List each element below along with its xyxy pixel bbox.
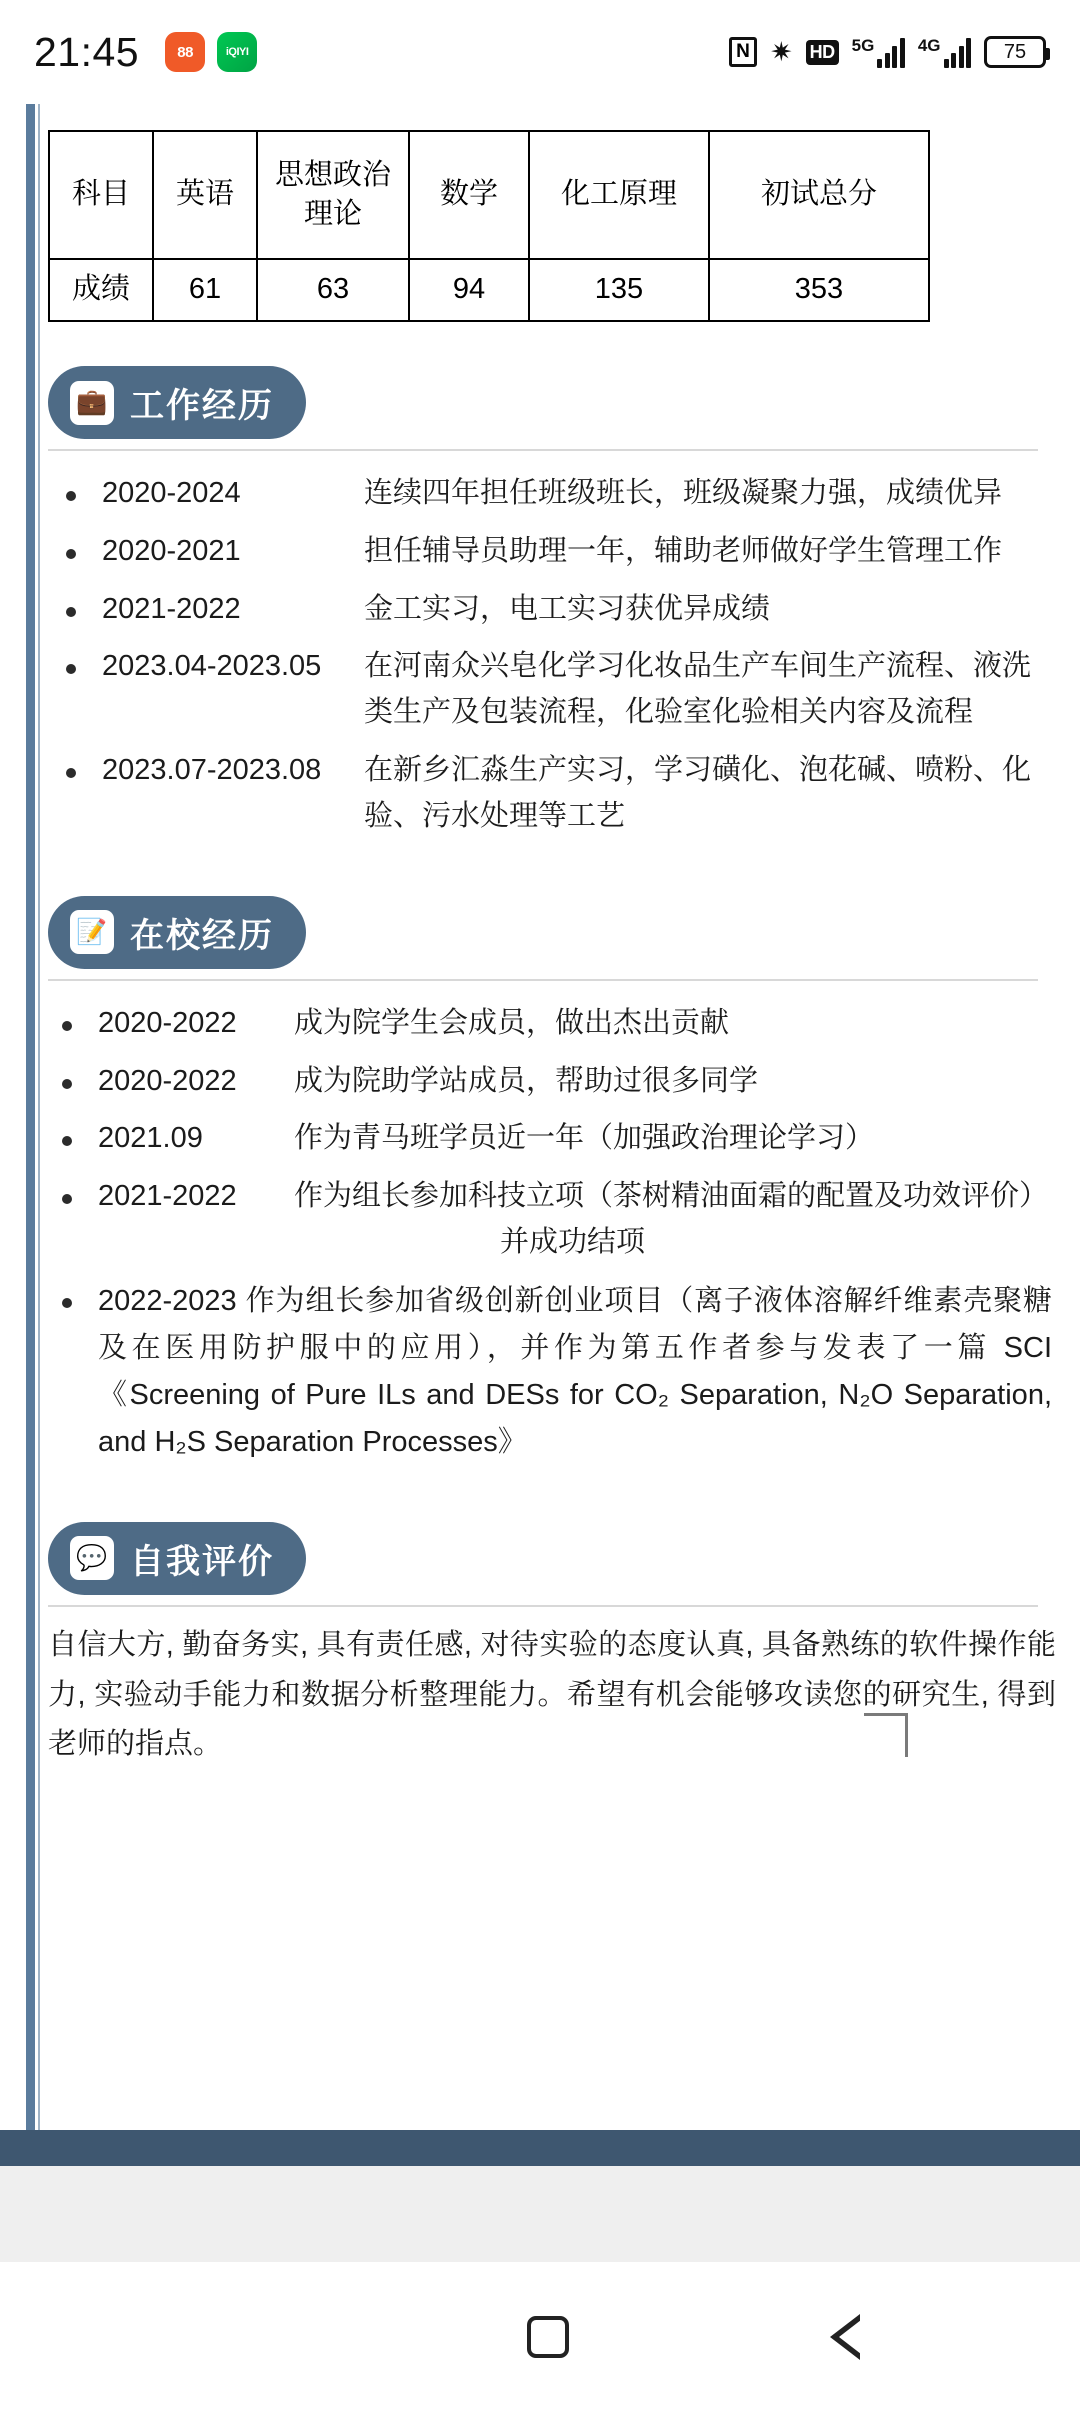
list-item xyxy=(48,644,1058,736)
item-text: 在河南众兴皂化学习化妆品生产车间生产流程、液洗类生产及包装流程，化验室化验相关内容及流程 xyxy=(364,650,1032,729)
home-icon[interactable] xyxy=(527,2316,569,2358)
item-date: 2021-2022 xyxy=(98,1180,237,1213)
section-divider xyxy=(48,449,1038,451)
comment-icon: 💬 xyxy=(70,1536,114,1580)
page-left-accent-bar xyxy=(26,104,35,2130)
nfc-icon: N xyxy=(729,37,757,67)
item-date: 2021.09 xyxy=(98,1122,203,1155)
item-date: 2022-2023 xyxy=(98,1284,237,1317)
item-text: 作为青马班学员近一年（加强政治理论学习） xyxy=(294,1122,875,1155)
app-icon-iqiyi: iQIYI xyxy=(217,32,257,72)
section-title-work: 工作经历 xyxy=(130,387,274,425)
list-item xyxy=(48,529,1058,575)
list-item xyxy=(48,748,1058,840)
app-bottom-gap xyxy=(0,2166,1080,2262)
document-content xyxy=(42,104,1080,2130)
system-navigation-bar xyxy=(0,2262,1080,2412)
self-evaluation-text: 自信大方, 勤奋务实, 具有责任感, 对待实验的态度认真, 具备熟练的软件操作能力, 实验动手能力和数据分析整理能力。希望有机会能够攻读您的研究生, 得到老师的指点。 xyxy=(48,1628,1056,1761)
page-left-thin-line xyxy=(38,104,40,2130)
bullet-icon xyxy=(66,607,76,617)
table-header-cell: 思想政治理论 xyxy=(257,131,409,259)
list-item xyxy=(48,1116,1058,1162)
bullet-icon xyxy=(66,768,76,778)
table-header-cell: 科目 xyxy=(49,131,153,259)
bullet-icon xyxy=(62,1298,72,1308)
bullet-icon xyxy=(62,1021,72,1031)
status-right-icons xyxy=(729,36,1046,68)
item-date: 2023.04-2023.05 xyxy=(102,650,322,683)
list-item xyxy=(48,1174,1058,1266)
item-text: 连续四年担任班级班长，班级凝聚力强，成绩优异 xyxy=(364,477,1003,509)
table-cell: 63 xyxy=(257,259,409,321)
item-text-continued: 并成功结项 xyxy=(500,1225,646,1258)
list-item xyxy=(48,587,1058,633)
section-header-work xyxy=(48,366,306,439)
table-row xyxy=(49,259,929,321)
table-cell: 353 xyxy=(709,259,929,321)
status-time: 21:45 xyxy=(34,28,140,75)
list-item xyxy=(48,1059,1058,1105)
table-cell: 61 xyxy=(153,259,257,321)
bullet-icon xyxy=(62,1136,72,1146)
item-text: 在新乡汇淼生产实习，学习磺化、泡花碱、喷粉、化验、污水处理等工艺 xyxy=(364,754,1032,832)
bullet-icon xyxy=(66,491,76,501)
signal-4g xyxy=(918,37,971,68)
briefcase-icon: 💼 xyxy=(70,381,114,425)
table-row xyxy=(49,131,929,259)
score-table xyxy=(48,130,930,322)
item-text: 成为院学生会成员，做出杰出贡献 xyxy=(294,1006,730,1039)
item-long-text xyxy=(98,1278,1058,1466)
section-divider xyxy=(48,979,1038,981)
bullet-icon xyxy=(62,1079,72,1089)
section-title-evaluation: 自我评价 xyxy=(130,1542,274,1581)
edit-note-icon: 📝 xyxy=(70,910,114,954)
table-header-cell: 化工原理 xyxy=(529,131,709,259)
signal-4g-label: 4G xyxy=(917,35,941,55)
menu-icon[interactable] xyxy=(220,2327,266,2347)
section-header-school xyxy=(48,896,306,969)
item-text-block xyxy=(294,1174,1058,1266)
table-cell: 135 xyxy=(529,259,709,321)
bullet-icon xyxy=(62,1194,72,1204)
item-date: 2020-2024 xyxy=(102,477,241,509)
hd-icon: HD xyxy=(806,40,839,65)
item-text: 金工实习，电工实习获优异成绩 xyxy=(364,592,771,625)
item-date: 2021-2022 xyxy=(102,592,241,625)
table-cell: 94 xyxy=(409,259,529,321)
status-app-icons xyxy=(165,32,257,72)
item-text: 成为院助学站成员，帮助过很多同学 xyxy=(294,1064,759,1097)
app-icon-orange: 88 xyxy=(165,32,205,72)
signal-4g-bars xyxy=(944,38,972,68)
item-text: 作为组长参加科技立项（茶树精油面霜的配置及功效评价） xyxy=(294,1180,1049,1213)
table-row-label: 成绩 xyxy=(49,259,153,321)
item-date: 2020-2022 xyxy=(98,1064,237,1097)
item-date: 2020-2022 xyxy=(98,1006,237,1039)
list-item xyxy=(48,1001,1058,1047)
list-item xyxy=(48,1278,1058,1466)
bullet-icon xyxy=(66,549,76,559)
item-text: 担任辅导员助理一年，辅助老师做好学生管理工作 xyxy=(364,534,1003,567)
signal-5g-label: 5G xyxy=(851,35,875,55)
item-date: 2023.07-2023.08 xyxy=(102,754,322,787)
table-header-cell: 数学 xyxy=(409,131,529,259)
signal-5g xyxy=(852,37,905,68)
section-header-evaluation xyxy=(48,1522,306,1595)
item-text: 作为组长参加省级创新创业项目（离子液体溶解纤维素壳聚糖及在医用防护服中的应用），并作为第五作者参与发表了一篇 SCI 《Screening of Pure ILs and DESs for CO₂ Separation, N₂O Separation, and H₂S Separation Processes》 xyxy=(98,1284,1052,1458)
bullet-icon xyxy=(66,664,76,674)
item-date: 2020-2021 xyxy=(102,534,241,567)
work-experience-list xyxy=(48,471,1058,840)
table-header-cell: 英语 xyxy=(153,131,257,259)
school-experience-list xyxy=(48,1001,1058,1466)
back-icon[interactable] xyxy=(830,2314,860,2360)
section-title-school: 在校经历 xyxy=(130,916,274,955)
document-viewport[interactable] xyxy=(0,104,1080,2130)
document-footer-bar xyxy=(0,2130,1080,2166)
section-divider xyxy=(48,1605,1038,1607)
text-cursor-marker xyxy=(864,1713,908,1757)
battery-indicator: 75 xyxy=(984,36,1046,68)
signal-5g-bars xyxy=(877,38,905,68)
table-header-cell: 初试总分 xyxy=(709,131,929,259)
status-bar xyxy=(0,0,1080,104)
bluetooth-icon: ✷ xyxy=(770,36,793,67)
list-item xyxy=(48,471,1058,517)
